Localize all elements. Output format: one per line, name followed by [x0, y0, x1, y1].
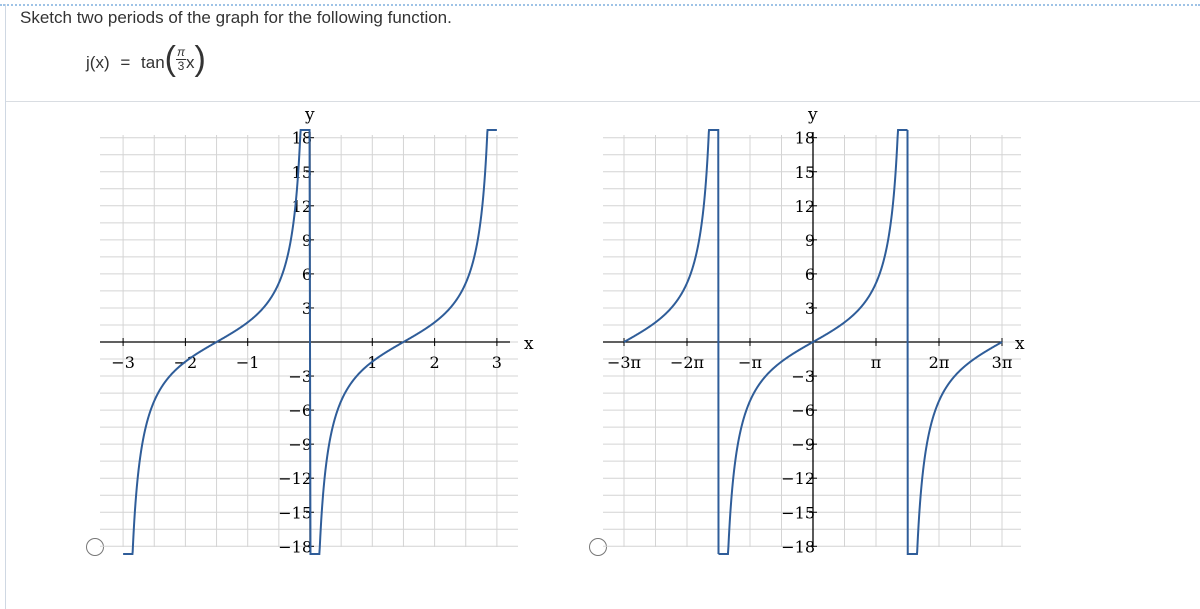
y-tick-label: −6: [791, 401, 815, 421]
function-lhs: j(x): [86, 52, 110, 72]
x-tick-label: π: [870, 353, 882, 372]
x-tick-label: −3: [111, 353, 135, 372]
x-tick-label: 1: [367, 353, 378, 372]
y-tick-label: 3: [804, 298, 815, 318]
y-tick-label: 18: [794, 128, 815, 148]
y-tick-label: 6: [804, 264, 815, 284]
y-tick-label: −15: [278, 503, 312, 523]
x-tick-label: 2: [429, 353, 440, 372]
x-tick-label: 3π: [991, 353, 1013, 372]
y-tick-label: −18: [781, 537, 815, 557]
y-tick-label: −6: [288, 401, 312, 421]
x-tick-label: −2: [173, 353, 198, 372]
equals-sign: =: [120, 52, 131, 72]
x-tick-label: 3: [491, 353, 502, 372]
y-tick-label: 12: [794, 196, 815, 216]
question-text: Sketch two periods of the graph for the following function.: [20, 8, 452, 27]
left-paren: (: [164, 40, 176, 78]
y-tick-label: 9: [301, 230, 312, 250]
right-paren: ): [194, 40, 206, 78]
y-axis-label: y: [808, 105, 818, 125]
x-tick-label: −π: [738, 353, 762, 372]
left-border: [5, 4, 6, 609]
x-tick-label: −1: [235, 353, 260, 372]
y-tick-label: 12: [291, 196, 312, 216]
curve-branch: [123, 342, 216, 554]
top-dotted-border: [0, 4, 1200, 6]
y-tick-label: 18: [291, 128, 312, 148]
fraction: [176, 46, 186, 73]
y-tick-label: −18: [278, 537, 312, 557]
y-tick-label: 9: [804, 230, 815, 250]
y-tick-label: 15: [794, 162, 815, 182]
y-tick-label: 15: [291, 162, 312, 182]
y-tick-label: 3: [301, 298, 312, 318]
y-tick-label: −9: [791, 435, 815, 455]
function-formula: [86, 40, 206, 83]
fraction-denominator: 3: [177, 59, 185, 73]
y-axis-label: y: [305, 105, 315, 125]
y-tick-label: −3: [791, 367, 815, 387]
variable-x: x: [186, 52, 195, 72]
x-axis-label: x: [524, 334, 534, 354]
function-name: tan: [141, 52, 165, 72]
curve-branch: [403, 130, 496, 342]
y-tick-label: −15: [781, 503, 815, 523]
y-tick-label: −3: [288, 367, 312, 387]
option-b-graph[interactable]: [603, 100, 1043, 560]
x-axis-label: x: [1015, 334, 1025, 354]
y-tick-label: −9: [288, 435, 312, 455]
y-tick-label: 6: [301, 264, 312, 284]
fraction-numerator: π: [176, 45, 186, 59]
y-tick-label: −12: [278, 469, 312, 489]
y-tick-label: −12: [781, 469, 815, 489]
option-a-graph[interactable]: [100, 100, 534, 560]
x-tick-label: 2π: [928, 353, 950, 372]
x-tick-label: −2π: [669, 353, 705, 372]
x-tick-label: −3π: [606, 353, 642, 372]
